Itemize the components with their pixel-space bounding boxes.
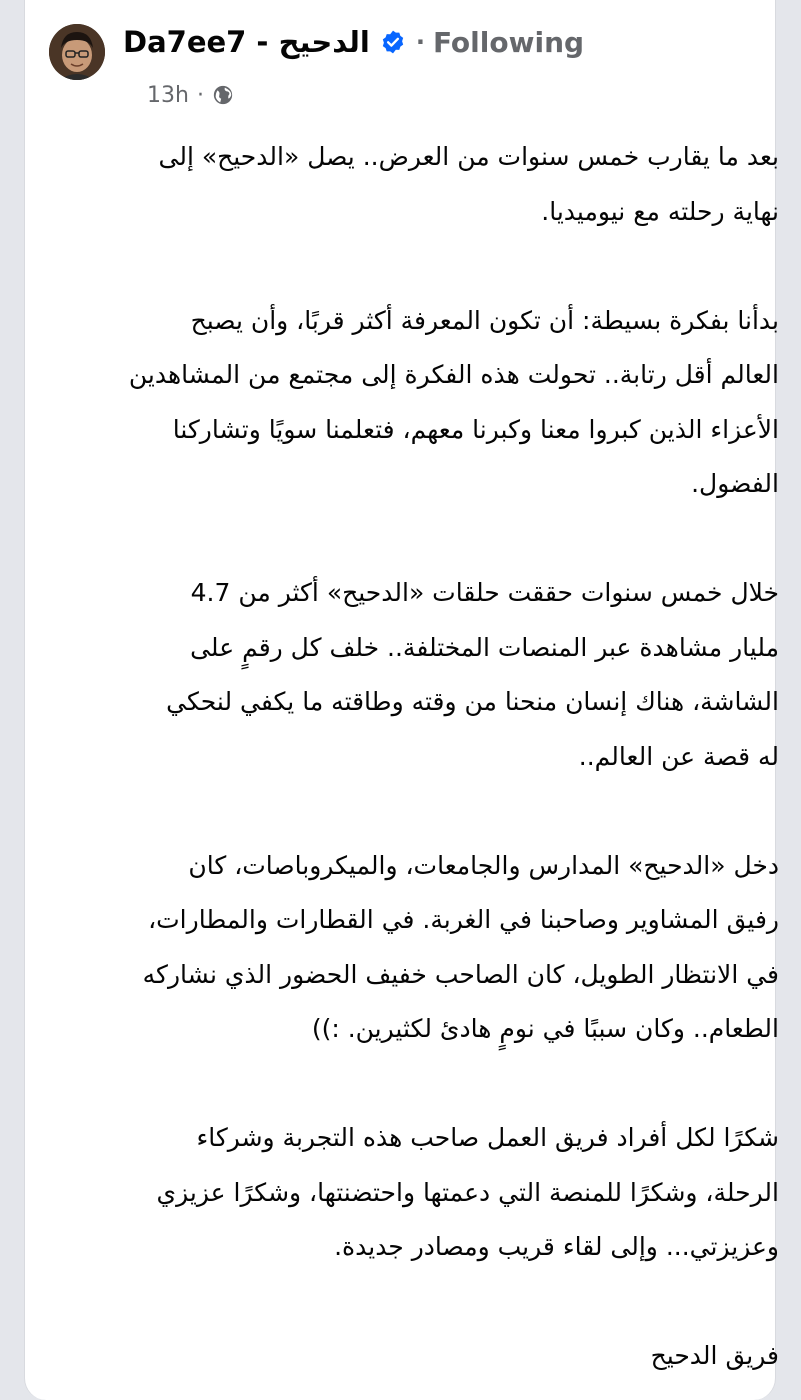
post-line: بدأنا بفكرة بسيطة: أن تكون المعرفة أكثر قربًا، وأن يصبح — [190, 305, 779, 335]
paragraph-gap — [73, 512, 779, 567]
post-meta — [147, 80, 234, 110]
author-avatar[interactable] — [49, 24, 105, 80]
post-line: الرحلة، وشكرًا للمنصة التي دعمتها واحتضنتها، وشكرًا عزيزي — [156, 1177, 779, 1207]
paragraph-gap — [73, 1275, 779, 1330]
paragraph-gap — [73, 784, 779, 839]
post-header — [49, 22, 769, 122]
post-line: الفضول. — [691, 469, 779, 498]
paragraph-gap — [73, 239, 779, 294]
post-line: بعد ما يقارب خمس سنوات من العرض.. يصل «الدحيح» إلى — [158, 142, 779, 171]
post-paragraph — [73, 294, 779, 512]
author-row — [123, 22, 584, 62]
post-line: دخل «الدحيح» المدارس والجامعات، والميكروباصات، كان — [188, 850, 779, 880]
verified-badge-icon — [380, 29, 406, 55]
post-line: رفيق المشاوير وصاحبنا في الغربة. في القطارات والمطارات، — [148, 905, 779, 934]
post-line: العالم أقل رتابة.. تحولت هذه الفكرة إلى مجتمع من المشاهدين — [128, 360, 779, 389]
globe-icon[interactable] — [212, 84, 234, 106]
avatar-image — [49, 24, 105, 80]
paragraph-gap — [73, 1057, 779, 1112]
post-time[interactable]: 13h — [147, 82, 189, 108]
post-line: فريق الدحيح — [650, 1341, 779, 1370]
post-line: الأعزاء الذين كبروا معنا وكبرنا معهم، فتعلمنا سويًا وتشاركنا — [172, 414, 779, 444]
post-paragraph — [73, 130, 779, 239]
header-separator: · — [415, 28, 425, 56]
post-line: له قصة عن العالم.. — [578, 741, 779, 771]
post-line: نهاية رحلته مع نيوميديا. — [541, 196, 779, 226]
post-line: شكرًا لكل أفراد فريق العمل صاحب هذه التجربة وشركاء — [196, 1123, 779, 1152]
post-paragraph — [73, 1329, 779, 1384]
post-paragraph — [73, 1111, 779, 1275]
post-line: خلال خمس سنوات حققت حلقات «الدحيح» أكثر من 4.7 — [190, 578, 779, 607]
meta-separator: · — [196, 82, 204, 108]
author-name[interactable]: Da7ee7 - الدحيح — [123, 25, 370, 59]
post-line: مليار مشاهدة عبر المنصات المختلفة.. خلف كل رقمٍ على — [190, 632, 779, 662]
following-button[interactable]: Following — [432, 25, 585, 59]
post-paragraph — [73, 839, 779, 1057]
post-text — [73, 130, 779, 1384]
post-card — [24, 0, 779, 1400]
post-paragraph — [73, 566, 779, 784]
post-line: الطعام.. وكان سببًا في نومٍ هادئ لكثيرين. :)) — [311, 1014, 779, 1043]
post-line: الشاشة، هناك إنسان منحنا من وقته وطاقته ما يكفي لنحكي — [166, 687, 779, 716]
post-line: في الانتظار الطويل، كان الصاحب خفيف الحضور الذي نشاركه — [142, 959, 779, 989]
post-line: وعزيزتي... وإلى لقاء قريب ومصادر جديدة. — [334, 1232, 779, 1261]
